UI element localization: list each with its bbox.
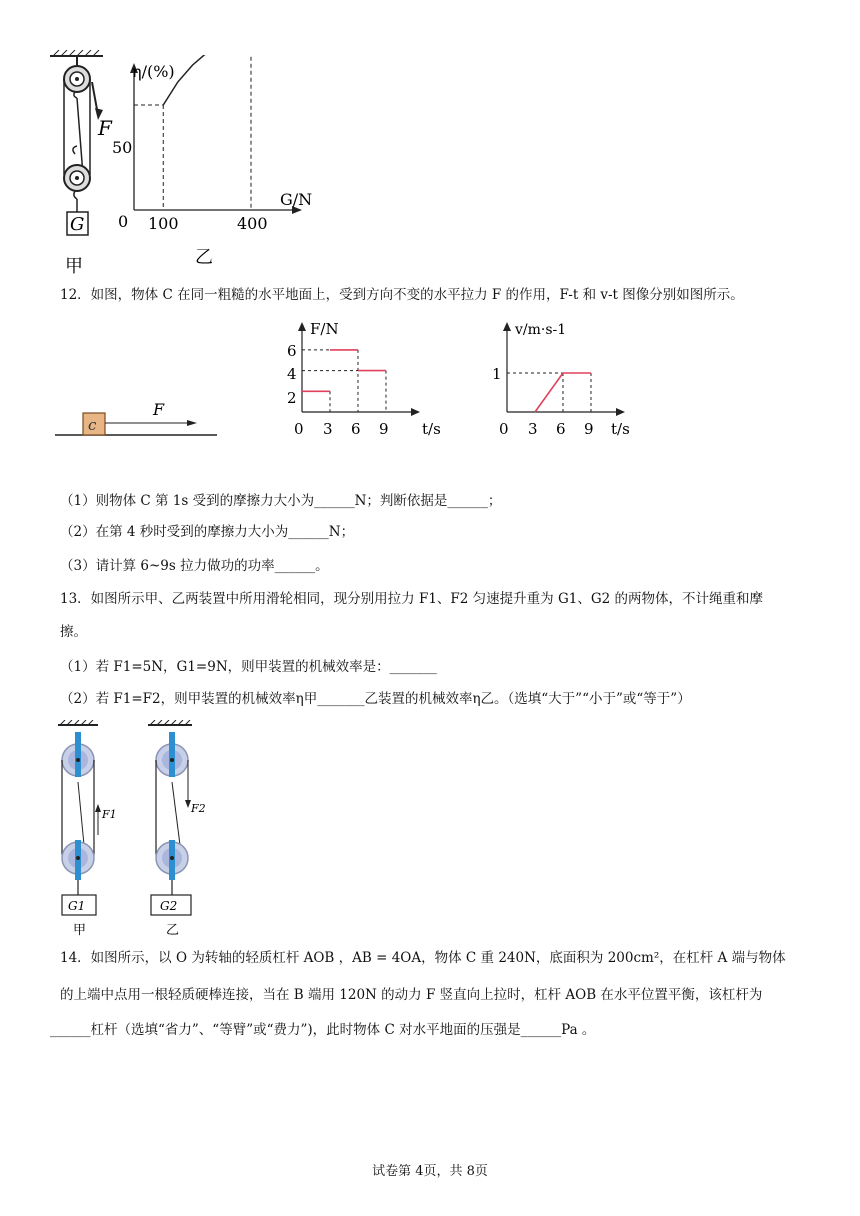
x-tick-6: 6	[351, 420, 361, 438]
weight-label: G	[70, 214, 85, 235]
force-label: F	[98, 116, 112, 140]
y-tick-1: 1	[492, 365, 502, 383]
q12-sub1: （1）则物体 C 第 1s 受到的摩擦力大小为______N；判断依据是______；	[60, 493, 502, 509]
weight-label-g1: G1	[68, 899, 86, 913]
x-axis-label: t/s	[422, 420, 441, 438]
x-tick-9: 9	[379, 420, 389, 438]
q14-line2: 的上端中点用一根轻质硬棒连接，当在 B 端用 120N 的动力 F 竖直向上拉时，杠杆 AOB 在水平位置平衡，该杠杆为	[60, 987, 763, 1003]
y-axis-label: v/m·s-1	[515, 322, 567, 338]
x-tick-6: 6	[556, 420, 566, 438]
force-label-f2: F2	[191, 802, 206, 815]
f-t-chart	[280, 318, 450, 443]
y-tick-6: 6	[287, 342, 297, 360]
x-tick-9: 9	[584, 420, 594, 438]
x-tick-3: 3	[528, 420, 538, 438]
q13-sub2: （2）若 F1=F2，则甲装置的机械效率η甲_______乙装置的机械效率η乙。（选填“大于”“小于”或“等于”）	[60, 691, 691, 707]
y-tick-2: 2	[287, 389, 297, 407]
figure-label-yi: 乙	[195, 247, 213, 268]
q12-sub2: （2）在第 4 秒时受到的摩擦力大小为______N；	[60, 524, 355, 540]
v-t-chart	[485, 318, 655, 443]
x-tick-0: 0	[118, 212, 129, 231]
q13-stem-line2: 擦。	[60, 624, 87, 640]
q13-stem-line1: 13．如图所示甲、乙两装置中所用滑轮相同，现分别用拉力 F1、F2 匀速提升重为 G1、G2 的两物体，不计绳重和摩	[60, 591, 764, 607]
pulley-devices-figure	[50, 720, 220, 940]
force-label-f1: F1	[102, 808, 117, 821]
x-axis-label: t/s	[611, 420, 630, 438]
y-axis-label: η/(%)	[132, 62, 175, 81]
x-tick-0: 0	[294, 420, 304, 438]
block-label: c	[88, 416, 97, 434]
force-label: F	[153, 400, 165, 419]
q12-stem: 12．如图，物体 C 在同一粗糙的水平地面上，受到方向不变的水平拉力 F 的作用，F-t 和 v-t 图像分别如图所示。	[60, 287, 744, 303]
x-axis-label: G/N	[280, 190, 313, 209]
x-tick-400: 400	[237, 214, 268, 233]
x-tick-3: 3	[323, 420, 333, 438]
page-footer: 试卷第 4页，共 8页	[372, 1164, 488, 1179]
q12-sub3: （3）请计算 6~9s 拉力做功的功率______。	[60, 558, 329, 574]
pulley-figure-jia	[45, 50, 120, 275]
y-axis-label: F/N	[310, 320, 339, 338]
q13-sub1: （1）若 F1=5N，G1=9N，则甲装置的机械效率是：_______	[60, 659, 437, 675]
figure-label-jia: 甲	[65, 256, 83, 275]
y-tick-50: 50	[112, 138, 133, 157]
efficiency-chart	[110, 55, 350, 275]
q14-line1: 14．如图所示，以 O 为转轴的轻质杠杆 AOB ，AB = 4OA，物体 C 重 240N，底面积为 200cm²，在杠杆 A 端与物体	[60, 950, 786, 966]
figure-label-yi: 乙	[166, 923, 180, 938]
weight-label-g2: G2	[160, 899, 178, 913]
x-tick-0: 0	[499, 420, 509, 438]
block-on-floor-figure	[55, 395, 225, 440]
efficiency-curve	[163, 55, 251, 105]
x-tick-100: 100	[148, 214, 179, 233]
figure-label-jia: 甲	[73, 923, 87, 938]
q14-line3: ______杠杆（选填“省力”、“等臂”或“费力”)，此时物体 C 对水平地面的压强是______Pa 。	[50, 1022, 596, 1038]
y-tick-4: 4	[287, 365, 297, 383]
velocity-segment-0	[535, 373, 563, 412]
